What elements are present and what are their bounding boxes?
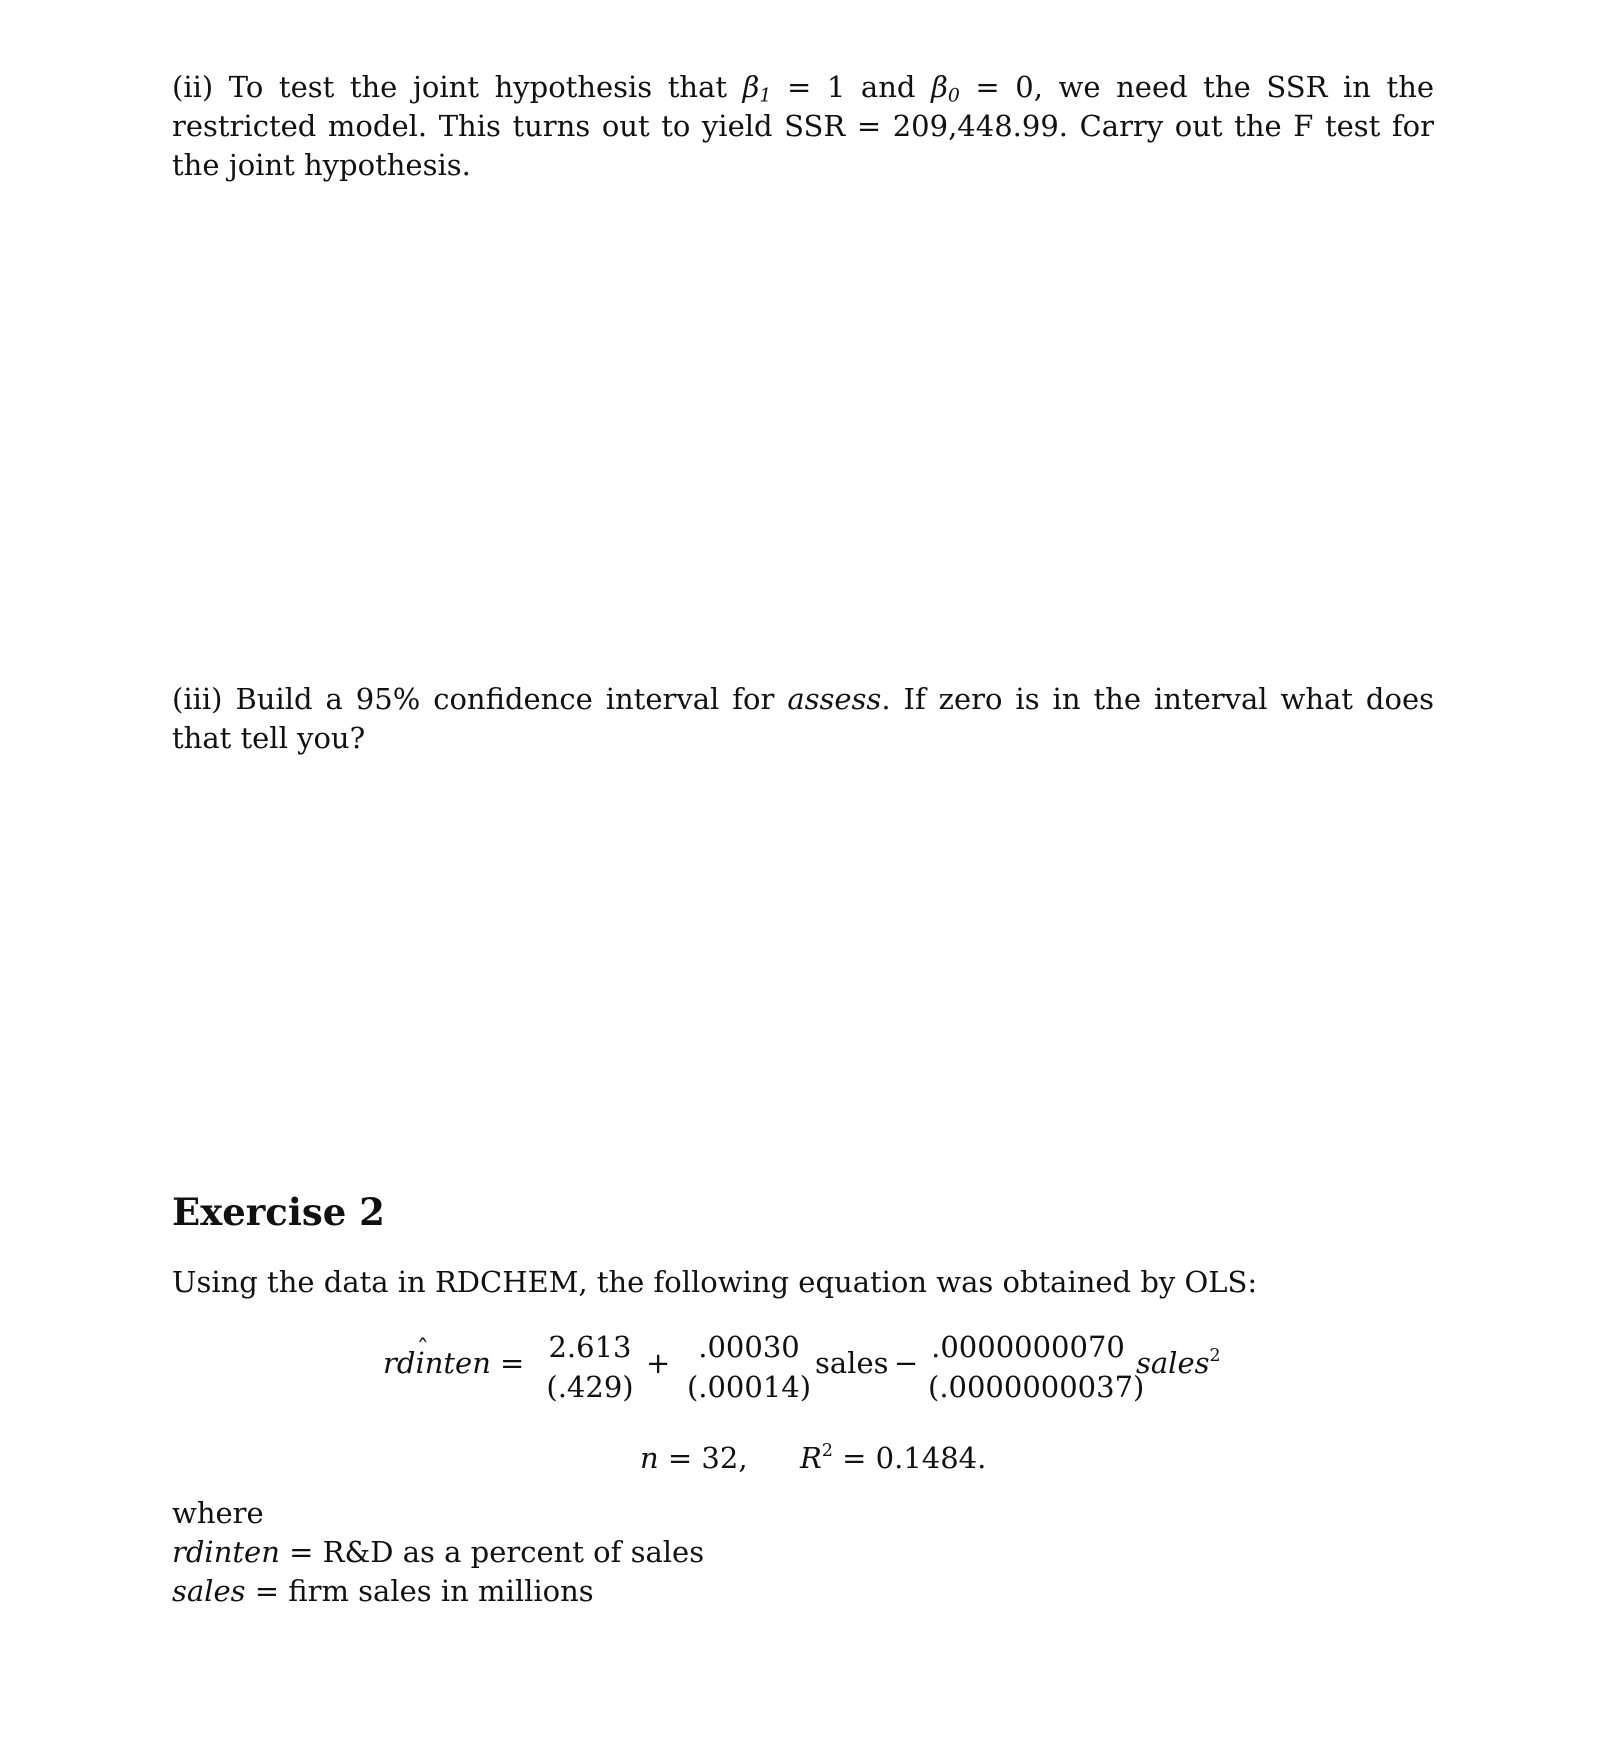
beta-1-symbol: $\beta_1$ <box>742 70 772 107</box>
variable-assess: assess <box>787 682 882 716</box>
variable-sales: sales <box>815 1346 889 1380</box>
exercise-intro: Using the data in RDCHEM, the following equation was obtained by OLS: <box>172 1265 1258 1299</box>
coef-sales <box>684 1327 814 1407</box>
regression-equation <box>0 1327 1603 1407</box>
part-label: (iii) <box>172 682 223 716</box>
coef-intercept <box>540 1327 640 1407</box>
question-text: = 0, we need the SSR in the restricted model. This turns out to yield SSR = 209,448.99. Carry out the F test for the joint hypothesis. <box>172 70 1435 182</box>
coef-estimate: 2.613 <box>548 1330 632 1364</box>
coef-std-error: (.0000000037) <box>928 1370 1145 1404</box>
beta-0-symbol: $\beta_0$ <box>931 70 960 107</box>
n-symbol: n <box>640 1441 659 1475</box>
question-text: . If zero is in the interval what does that tell you? <box>172 682 1435 755</box>
coef-std-error: (.00014) <box>686 1370 812 1404</box>
coef-estimate: .0000000070 <box>931 1330 1125 1364</box>
question-text: = 1 and <box>787 70 916 104</box>
n-value: = 32, <box>667 1441 748 1475</box>
definition-text: = R&D as a percent of sales <box>289 1535 705 1569</box>
minus-sign: − <box>894 1346 919 1380</box>
r-squared-symbol: $R^2$ <box>799 1440 833 1475</box>
question-text: Build a 95% confidence interval for <box>235 682 775 716</box>
plus-sign: + <box>646 1346 671 1380</box>
regression-stats <box>640 1438 986 1478</box>
question-part-ii <box>172 68 1434 185</box>
r-squared-value: = 0.1484. <box>842 1441 987 1475</box>
coef-std-error: (.429) <box>546 1370 634 1404</box>
question-text: To test the joint hypothesis that <box>228 70 728 104</box>
variable-sales-squared: sales$^2$ <box>1136 1345 1221 1380</box>
coef-sales-squared <box>928 1327 1145 1407</box>
equation-lhs: rdˆ inten <box>383 1345 491 1381</box>
exercise-heading: Exercise 2 <box>172 1190 385 1234</box>
equals-sign: = <box>500 1346 525 1380</box>
definition-text: = firm sales in millions <box>254 1574 594 1608</box>
part-label: (ii) <box>172 70 214 104</box>
question-part-iii <box>172 680 1434 758</box>
coef-estimate: .00030 <box>698 1330 800 1364</box>
definition-sales <box>172 1572 704 1611</box>
definition-rdinten <box>172 1533 704 1572</box>
variable-definitions <box>172 1494 704 1611</box>
definition-variable: sales <box>172 1574 246 1608</box>
where-label: where <box>172 1496 264 1530</box>
definition-variable: rdinten <box>172 1535 280 1569</box>
